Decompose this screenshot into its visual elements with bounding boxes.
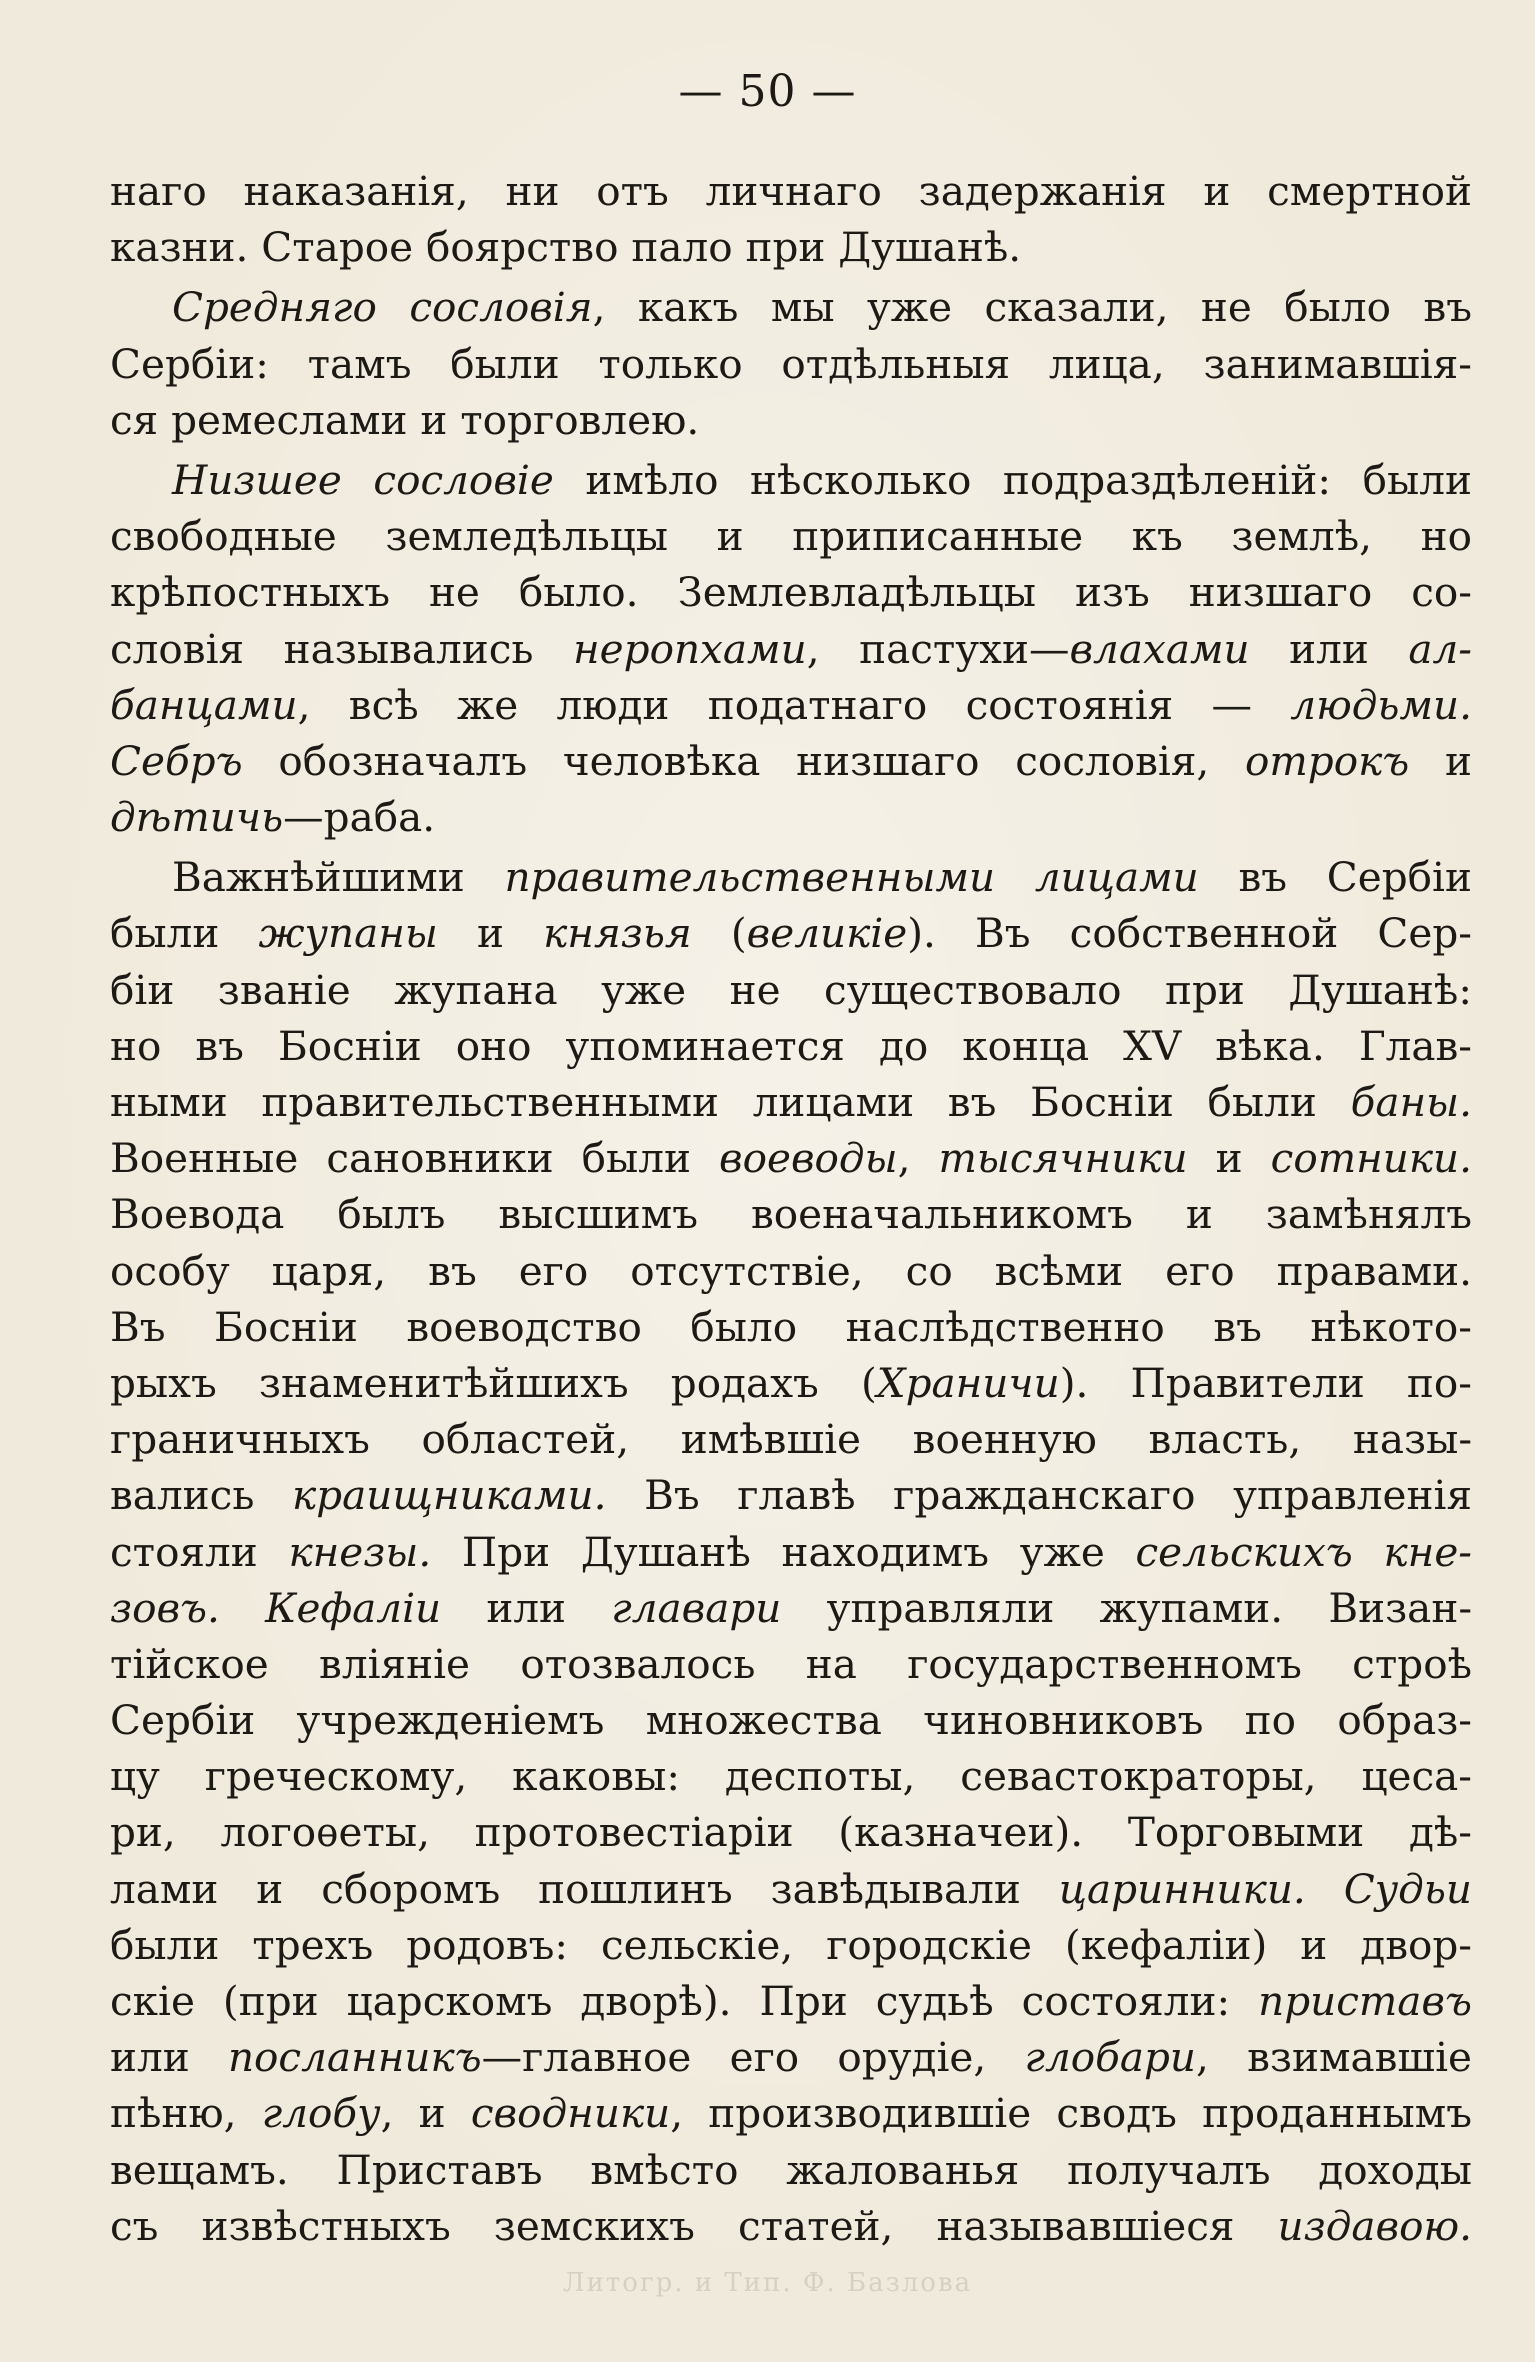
text-segment: обозначалъ человѣка низшаго сословія, <box>242 736 1246 785</box>
text-segment: Сербіи: тамъ были только отдѣльныя лица, занимавшія- <box>110 339 1472 388</box>
text-line <box>110 1467 1472 1523</box>
text-segment: и <box>1187 1134 1271 1183</box>
text-segment: имѣло нѣсколько подраздѣленій: были <box>553 455 1472 504</box>
text-line <box>110 1861 1472 1917</box>
italic-term: издавою. <box>1277 2201 1472 2250</box>
text-segment: вались <box>110 1471 292 1520</box>
text-segment: граничныхъ областей, имѣвшіе военную власть, назы- <box>110 1415 1472 1464</box>
text-line <box>110 905 1472 961</box>
text-line <box>110 2142 1472 2198</box>
italic-term: Себръ <box>110 736 243 785</box>
text-segment: крѣпостныхъ не было. Землевладѣльцы изъ низшаго со- <box>110 568 1472 617</box>
italic-term: глобари <box>1024 2033 1196 2082</box>
italic-term: жупаны <box>258 909 438 958</box>
italic-term: Судьи <box>1343 1864 1472 1913</box>
italic-term: краищниками. <box>292 1471 607 1520</box>
text-line <box>110 163 1472 219</box>
text-line <box>110 2085 1472 2141</box>
text-segment: и <box>1409 736 1472 785</box>
text-segment: но въ Босніи оно упоминается до конца XV вѣка. Глав- <box>110 1021 1472 1070</box>
italic-term: Кефаліи <box>265 1583 442 1632</box>
italic-term: Хрaничи <box>876 1358 1060 1407</box>
italic-term: сельскихъ кне- <box>1135 1527 1472 1576</box>
text-line <box>110 1299 1472 1355</box>
text-segment: , пастухи— <box>806 624 1070 673</box>
italic-term: воеводы <box>719 1134 898 1183</box>
text-segment: наго наказанія, ни отъ личнаго задержанія и смертной <box>110 167 1472 215</box>
text-segment: или <box>1249 624 1409 673</box>
text-segment: , и <box>380 2089 471 2138</box>
text-line <box>110 2029 1472 2085</box>
text-line <box>110 1804 1472 1860</box>
text-line <box>110 508 1472 564</box>
text-segment: управляли жупами. Визан- <box>781 1583 1472 1632</box>
text-line <box>110 962 1472 1018</box>
text-segment: ными правительственными лицами въ Босніи были <box>110 1078 1351 1126</box>
text-segment: ( <box>691 909 747 958</box>
italic-term: людьми. <box>1290 680 1472 729</box>
text-line <box>110 621 1472 677</box>
italic-term: правительственными лицами <box>504 853 1199 902</box>
text-line <box>110 1917 1472 1973</box>
text-line <box>110 849 1472 905</box>
text-line <box>110 1355 1472 1411</box>
text-segment: Воевода былъ высшимъ военачальникомъ и замѣнялъ <box>110 1190 1472 1239</box>
text-segment <box>1306 1865 1344 1913</box>
text-segment: пѣню, <box>110 2089 262 2138</box>
text-segment: Въ Босніи воеводство было наслѣдственно въ нѣкото- <box>110 1302 1472 1351</box>
text-line <box>110 733 1472 789</box>
text-segment: скіе (при царскомъ дворѣ). При судьѣ состояли: <box>110 1977 1259 2025</box>
text-segment: Въ главѣ гражданскаго управленія <box>606 1471 1472 1520</box>
text-line <box>110 1018 1472 1074</box>
text-segment: , какъ мы уже сказали, не было въ <box>592 283 1472 332</box>
text-segment: ). Правители по- <box>1059 1358 1472 1407</box>
text-line <box>110 336 1472 392</box>
text-segment: , всѣ же люди податнаго состоянія — <box>297 680 1291 729</box>
text-segment: стояли <box>110 1527 289 1576</box>
text-segment: и <box>437 909 544 958</box>
text-line <box>110 1130 1472 1186</box>
text-line <box>110 392 1472 448</box>
italic-term: тысячники <box>938 1134 1188 1183</box>
text-segment: въ Сербіи <box>1198 853 1472 902</box>
text-line <box>110 677 1472 733</box>
text-line <box>110 1748 1472 1804</box>
italic-term: приставъ <box>1258 1977 1472 2025</box>
text-line <box>110 1411 1472 1467</box>
italic-term: ал- <box>1408 624 1472 673</box>
italic-term: сводники <box>470 2089 671 2138</box>
italic-term: неропхами <box>573 624 807 673</box>
text-line <box>110 279 1472 335</box>
text-segment: казни. Старое боярство пало при Душанѣ. <box>110 223 1022 272</box>
text-line <box>110 564 1472 620</box>
italic-term: главари <box>611 1583 782 1632</box>
text-segment: или <box>441 1583 612 1632</box>
page-number: — 50 — <box>678 66 857 117</box>
text-segment: , производившіе сводъ проданнымъ <box>670 2089 1472 2138</box>
italic-term: посланникъ <box>227 2033 482 2082</box>
italic-term: дѣтичь <box>110 793 284 842</box>
text-segment <box>220 1584 265 1632</box>
text-segment: свободные земледѣльцы и приписанные къ землѣ, но <box>110 512 1472 561</box>
italic-term: великіе <box>746 909 908 958</box>
text-line <box>110 1243 1472 1299</box>
text-segment: особу царя, въ его отсутствіе, со всѣми его правами. <box>110 1246 1472 1295</box>
italic-term: Средняго сословія <box>172 283 593 332</box>
text-segment: Важнѣйшими <box>172 853 505 902</box>
text-segment: словія назывались <box>110 624 573 673</box>
text-segment: , взимавшіе <box>1196 2033 1472 2082</box>
italic-term: отрокъ <box>1245 736 1410 785</box>
text-segment: цу греческому, каковы: деспоты, севастократоры, цеса- <box>110 1752 1472 1801</box>
text-segment: ся ремеслами и торговлею. <box>110 395 700 444</box>
italic-term: сотники. <box>1270 1134 1472 1183</box>
text-line <box>110 789 1472 845</box>
text-line <box>110 1524 1472 1580</box>
italic-term: царинники. <box>1058 1864 1306 1913</box>
text-line <box>110 219 1472 275</box>
text-segment: —главное его орудіе, <box>481 2033 1025 2082</box>
italic-term: баны. <box>1350 1078 1472 1126</box>
text-segment: съ извѣстныхъ земскихъ статей, называвшіеся <box>110 2201 1278 2250</box>
text-segment: Сербіи учрежденіемъ множества чиновниковъ по образ- <box>110 1696 1472 1745</box>
italic-term: банцами <box>110 680 298 729</box>
text-line <box>110 1636 1472 1692</box>
italic-term: влахами <box>1069 624 1250 673</box>
text-segment: —раба. <box>283 793 436 842</box>
text-segment: При Душанѣ находимъ уже <box>431 1527 1136 1576</box>
italic-term: зовъ. <box>110 1583 220 1632</box>
text-segment: вещамъ. Приставъ вмѣсто жалованья получалъ доходы <box>110 2145 1472 2194</box>
body-text <box>110 163 1472 2254</box>
text-segment: ). Въ собственной Сер- <box>907 909 1472 958</box>
italic-term: князья <box>543 909 692 958</box>
footer-bleed-through: Литогр. и Тип. Ф. Базлова <box>562 2268 973 2298</box>
text-line <box>110 2198 1472 2254</box>
text-segment: были <box>110 909 259 958</box>
text-segment: біи званіе жупана уже не существовало при Душанѣ: <box>110 965 1472 1014</box>
text-segment: ри, логоѳеты, протовестіаріи (казначеи). Торговыми дѣ- <box>110 1808 1472 1857</box>
italic-term: глобу <box>261 2089 381 2138</box>
text-segment: рыхъ знаменитѣйшихъ родахъ ( <box>110 1358 877 1407</box>
text-line <box>110 1580 1472 1636</box>
text-line <box>110 1973 1472 2029</box>
text-segment: лами и сборомъ пошлинъ завѣдывали <box>110 1864 1059 1913</box>
text-line <box>110 1074 1472 1130</box>
text-segment: были трехъ родовъ: сельскіе, городскіе (кефаліи) и двор- <box>110 1920 1472 1969</box>
text-line <box>110 452 1472 508</box>
text-segment: , <box>897 1134 939 1183</box>
italic-term: Низшее сословіе <box>172 455 554 504</box>
text-segment: или <box>110 2033 228 2082</box>
text-line <box>110 1692 1472 1748</box>
text-line <box>110 1186 1472 1242</box>
text-segment: Военные сановники были <box>110 1134 720 1183</box>
text-segment: тійское вліяніе отозвалось на государственномъ строѣ <box>110 1639 1472 1688</box>
italic-term: кнезы. <box>288 1527 432 1576</box>
